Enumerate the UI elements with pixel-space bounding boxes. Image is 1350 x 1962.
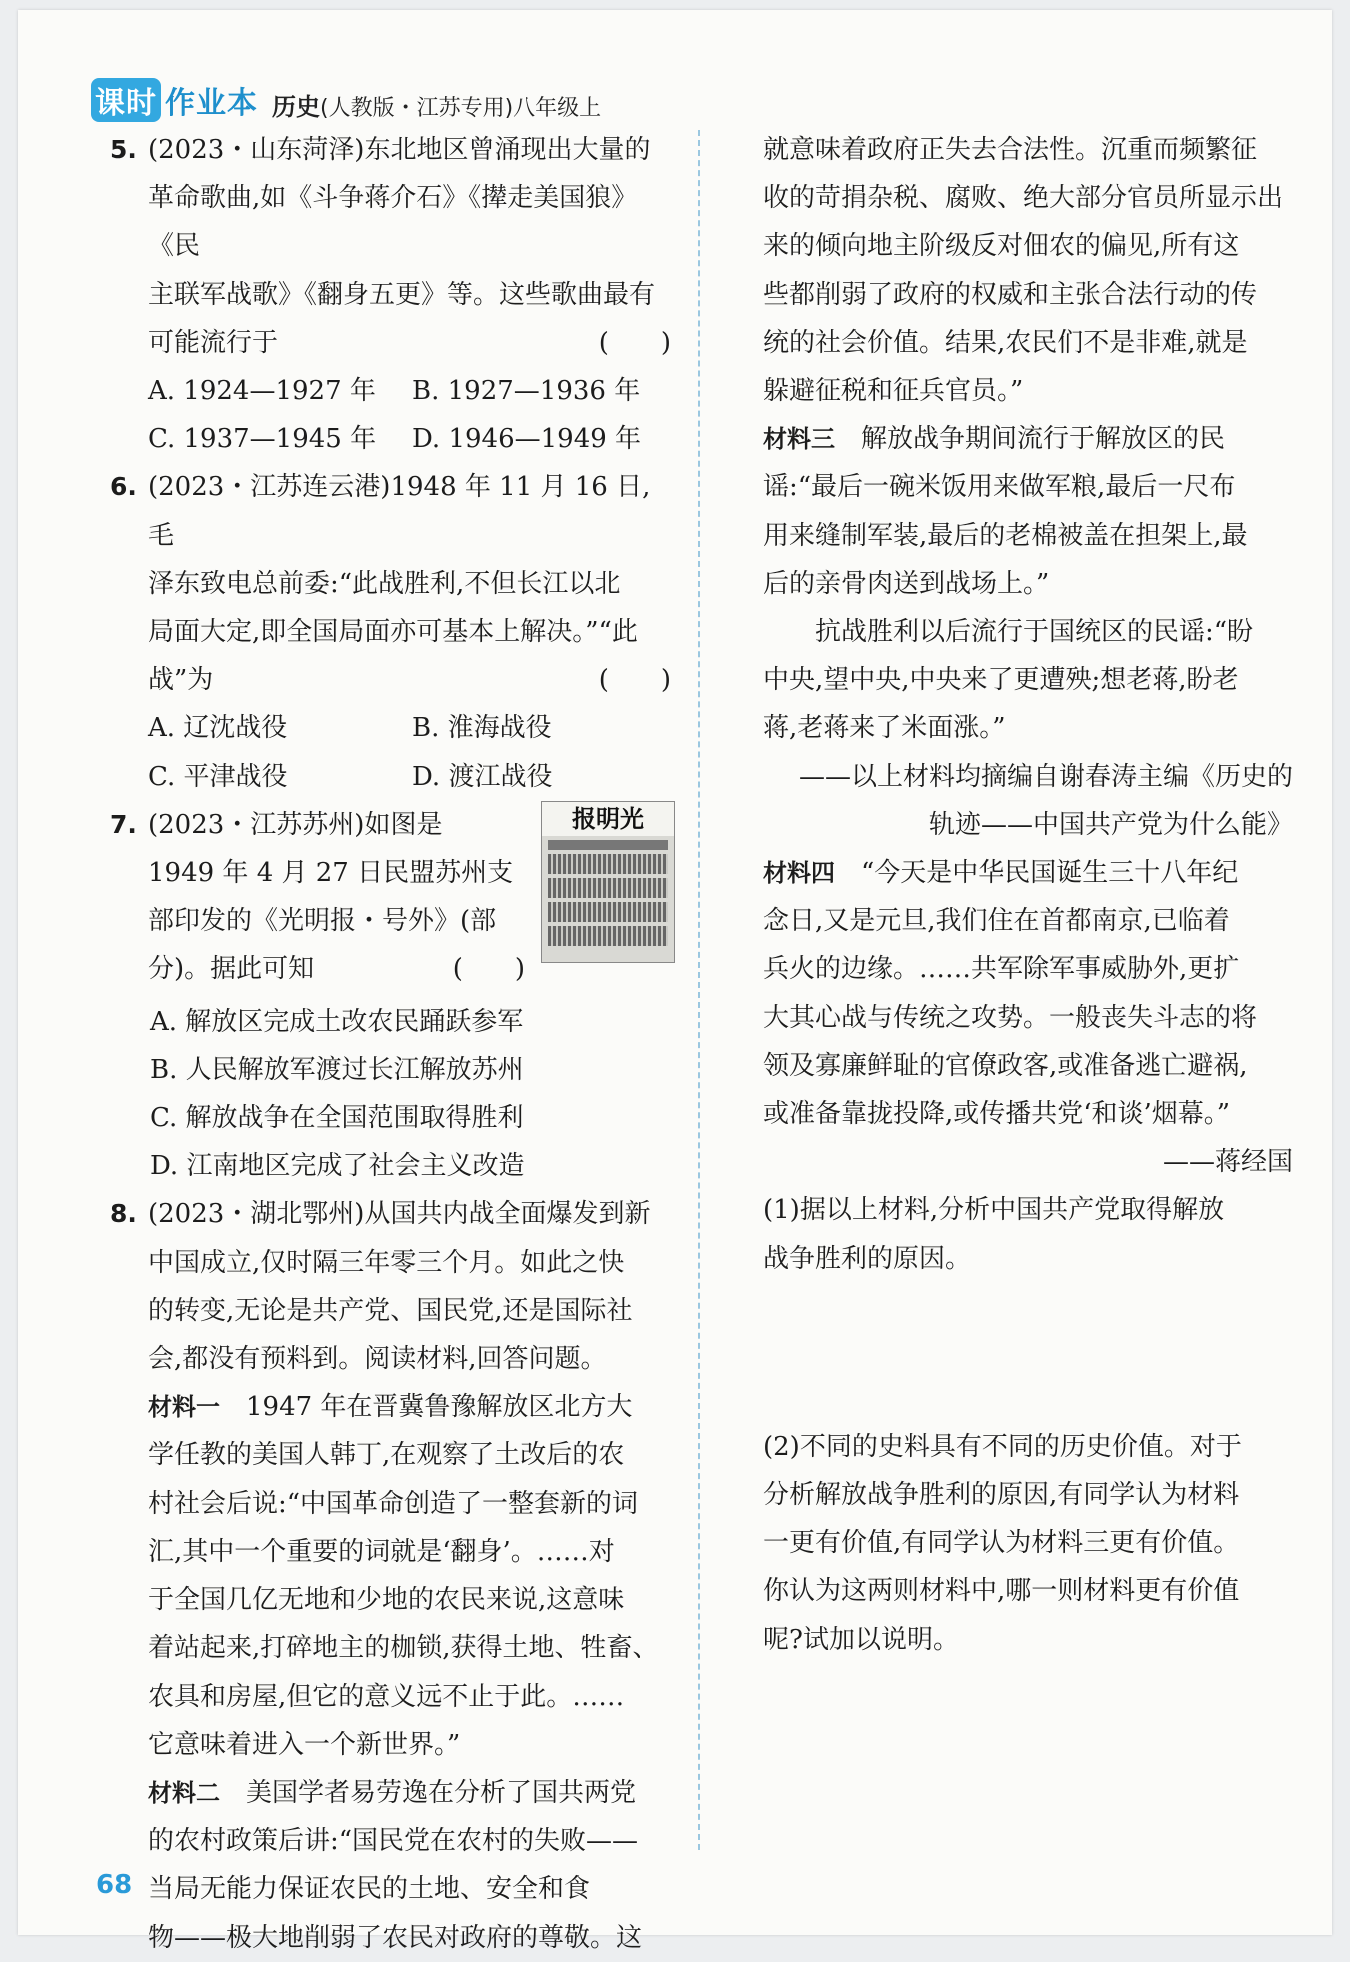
q5-stem-text: 可能流行于 [148, 327, 279, 358]
m4-line: 大其心战与传统之攻势。一般丧失斗志的将 [763, 1002, 1258, 1033]
edition-text: (人教版・江苏专用)八年级上 [320, 96, 602, 121]
q6-stem-line [148, 656, 675, 704]
subject-name: 历史 [272, 93, 320, 121]
m1-line: 村社会后说:“中国革命创造了一整套新的词 [148, 1488, 639, 1519]
m3-line [763, 415, 1293, 463]
sub2-line: 分析解放战争胜利的原因,有同学认为材料 [763, 1480, 1240, 1511]
material-label: 材料四 [763, 859, 835, 888]
source-citation: ——以上材料均摘编自谢春涛主编《历史的 [798, 761, 1293, 792]
q8-stem-line: (2023・湖北鄂州)从国共内战全面爆发到新 [148, 1199, 651, 1230]
material-label: 材料三 [763, 425, 835, 454]
sub-question-2 [763, 1423, 1293, 1664]
answer-space-1[interactable] [763, 1283, 1293, 1423]
m3-line: 后的亲骨肉送到战场上。” [763, 568, 1050, 599]
sub2-line: 呢?试加以说明。 [763, 1624, 959, 1655]
sub1-line: 战争胜利的原因。 [763, 1243, 972, 1274]
m2-line: 当局无能力保证农民的土地、安全和食 [148, 1874, 591, 1905]
m4-line [763, 849, 1293, 897]
sub2-line: (2)不同的史料具有不同的历史价值。对于 [763, 1431, 1242, 1462]
page-number: 68 [96, 1870, 133, 1900]
m2-text: 美国学者易劳逸在分析了国共两党 [220, 1777, 637, 1808]
newspaper-text-block [548, 902, 668, 922]
m4-text: “今天是中华民国诞生三十八年纪 [835, 858, 1239, 889]
q5-options [110, 367, 675, 463]
logo-zuoyeben: 作业本 [165, 86, 258, 121]
series-logo [91, 78, 258, 122]
workbook-page [18, 10, 1332, 1953]
q6-stem-line: 局面大定,即全国局面亦可基本上解决。”“此 [148, 617, 638, 648]
m3b-line: 中央,望中央,中央来了更遭殃;想老蒋,盼老 [763, 665, 1239, 696]
material-2 [148, 1769, 675, 1962]
q6-stem-line: (2023・江苏连云港)1948 年 11 月 16 日,毛 [148, 472, 651, 551]
q8-stem-line: 中国成立,仅时隔三年零三个月。如此之快 [148, 1247, 625, 1278]
m2-line: 收的苛捐杂税、腐败、绝大部分官员所显示出 [763, 183, 1284, 214]
question-8 [110, 1190, 675, 1961]
option-d[interactable]: D. 1946—1949 年 [412, 424, 642, 455]
q6-stem-text: 战”为 [148, 665, 214, 696]
subject-line [272, 87, 601, 122]
m1-text: 1947 年在晋冀鲁豫解放区北方大 [220, 1392, 633, 1423]
answer-space-2[interactable] [763, 1664, 1293, 1864]
m1-line: 农具和房屋,但它的意义远不止于此。…… [148, 1681, 625, 1712]
option-a[interactable]: A. 解放区完成土改农民踊跃参军 [150, 1006, 524, 1037]
m1-line [148, 1383, 675, 1431]
m1-line: 汇,其中一个重要的词就是‘翻身’。……对 [148, 1536, 615, 1567]
newspaper-headline [548, 840, 668, 850]
q6-options [110, 704, 675, 800]
m3b-line: 抗战胜利以后流行于国统区的民谣:“盼 [815, 617, 1254, 648]
q8-stem-line: 的转变,无论是共产党、国民党,还是国际社 [148, 1295, 633, 1326]
material-1 [148, 1383, 675, 1769]
right-column [763, 126, 1293, 1864]
q8-stem-line: 会,都没有预料到。阅读材料,回答问题。 [148, 1344, 607, 1375]
logo-keshi: 课时 [91, 78, 161, 122]
option-b[interactable]: B. 1927—1936 年 [412, 376, 641, 407]
m2-line: 来的倾向地主阶级反对佃农的偏见,所有这 [763, 231, 1240, 262]
question-number: 7. [110, 809, 137, 839]
q5-stem-line: (2023・山东菏泽)东北地区曾涌现出大量的 [148, 135, 651, 165]
page-header [91, 76, 601, 122]
newspaper-image [541, 801, 675, 963]
material-2-continued [763, 126, 1293, 415]
m4-line: 念日,又是元旦,我们住在首都南京,已临着 [763, 906, 1230, 937]
m4-attribution: ——蒋经国 [1162, 1147, 1293, 1178]
material-3 [763, 415, 1293, 849]
m1-line: 着站起来,打碎地主的枷锁,获得土地、牲畜、 [148, 1633, 659, 1664]
option-d[interactable]: D. 江南地区完成了社会主义改造 [150, 1151, 525, 1182]
m4-line: 领及寡廉鲜耻的官僚政客,或准备逃亡避祸, [763, 1050, 1248, 1081]
newspaper-text-block [548, 878, 668, 898]
m2-line: 的农村政策后讲:“国民党在农村的失败—— [148, 1826, 639, 1857]
option-a[interactable]: A. 辽沈战役 [148, 713, 288, 744]
newspaper-text-block [548, 854, 668, 874]
q7-stem-line: 1949 年 4 月 27 日民盟苏州支 [148, 858, 514, 889]
material-label: 材料一 [148, 1393, 220, 1422]
q7-stem-line: (2023・江苏苏州)如图是 [148, 809, 443, 840]
option-c[interactable]: C. 平津战役 [148, 761, 288, 792]
m4-line: 兵火的边缘。……共军除军事威胁外,更扩 [763, 954, 1240, 985]
option-b[interactable]: B. 人民解放军渡过长江解放苏州 [150, 1054, 524, 1085]
q5-stem-line [148, 319, 675, 367]
question-number: 5. [110, 135, 137, 164]
q7-stem-line: 部印发的《光明报・号外》(部 [148, 906, 497, 937]
sub2-line: 一更有价值,有同学认为材料三更有价值。 [763, 1528, 1240, 1559]
m1-line: 学任教的美国人韩丁,在观察了土改后的农 [148, 1440, 625, 1471]
source-citation: 轨迹——中国共产党为什么能》 [928, 809, 1293, 840]
m1-line: 于全国几亿无地和少地的农民来说,这意味 [148, 1585, 625, 1616]
question-6 [110, 463, 675, 704]
question-number: 8. [110, 1199, 137, 1229]
m2-line: 统的社会价值。结果,农民们不是非难,就是 [763, 327, 1248, 358]
m1-line: 它意味着进入一个新世界。” [148, 1729, 461, 1760]
column-divider [698, 130, 700, 1850]
m2-line: 些都削弱了政府的权威和主张合法行动的传 [763, 279, 1258, 310]
newspaper-text-block [548, 926, 668, 946]
question-5 [110, 126, 675, 367]
question-number: 6. [110, 472, 137, 502]
m2-line: 物——极大地削弱了农民对政府的尊敬。这 [148, 1922, 643, 1953]
m2-line: 躲避征税和征兵官员。” [763, 376, 1024, 407]
option-c[interactable]: C. 解放战争在全国范围取得胜利 [150, 1103, 524, 1134]
sub1-line: (1)据以上材料,分析中国共产党取得解放 [763, 1195, 1225, 1226]
option-b[interactable]: B. 淮海战役 [412, 713, 552, 744]
sub-question-1 [763, 1186, 1293, 1282]
q7-stem-text: 分)。据此可知 [148, 954, 315, 985]
q7-stem-line [148, 945, 529, 993]
answer-blank[interactable]: ( ) [598, 327, 671, 358]
answer-blank[interactable]: ( ) [452, 954, 525, 985]
m3-line: 谣:“最后一碗米饭用来做军粮,最后一尺布 [763, 472, 1236, 503]
question-7 [110, 801, 675, 994]
q5-stem-line: 主联军战歌》《翻身五更》等。这些歌曲最有 [148, 279, 656, 310]
m2-line: 就意味着政府正失去合法性。沉重而频繁征 [763, 135, 1258, 165]
q7-options [110, 998, 675, 1191]
m3-text: 解放战争期间流行于解放区的民 [835, 424, 1226, 455]
sub2-line: 你认为这两则材料中,哪一则材料更有价值 [763, 1576, 1240, 1607]
option-a[interactable]: A. 1924—1927 年 [148, 376, 376, 407]
material-label: 材料二 [148, 1778, 220, 1807]
option-d[interactable]: D. 渡江战役 [412, 761, 553, 792]
newspaper-masthead: 报明光 [542, 802, 674, 836]
q5-stem-line: 革命歌曲,如《斗争蒋介石》《撵走美国狼》《民 [148, 183, 638, 262]
answer-blank[interactable]: ( ) [598, 665, 671, 696]
q6-stem-line: 泽东致电总前委:“此战胜利,不但长江以北 [148, 568, 621, 599]
m3-line: 用来缝制军装,最后的老棉被盖在担架上,最 [763, 520, 1248, 551]
option-c[interactable]: C. 1937—1945 年 [148, 424, 377, 455]
m4-line: 或准备靠拢投降,或传播共党‘和谈’烟幕。” [763, 1099, 1231, 1130]
m3b-line: 蒋,老蒋来了米面涨。” [763, 713, 1006, 744]
left-column [110, 126, 675, 1962]
m2-line [148, 1769, 675, 1817]
material-4 [763, 849, 1293, 1186]
